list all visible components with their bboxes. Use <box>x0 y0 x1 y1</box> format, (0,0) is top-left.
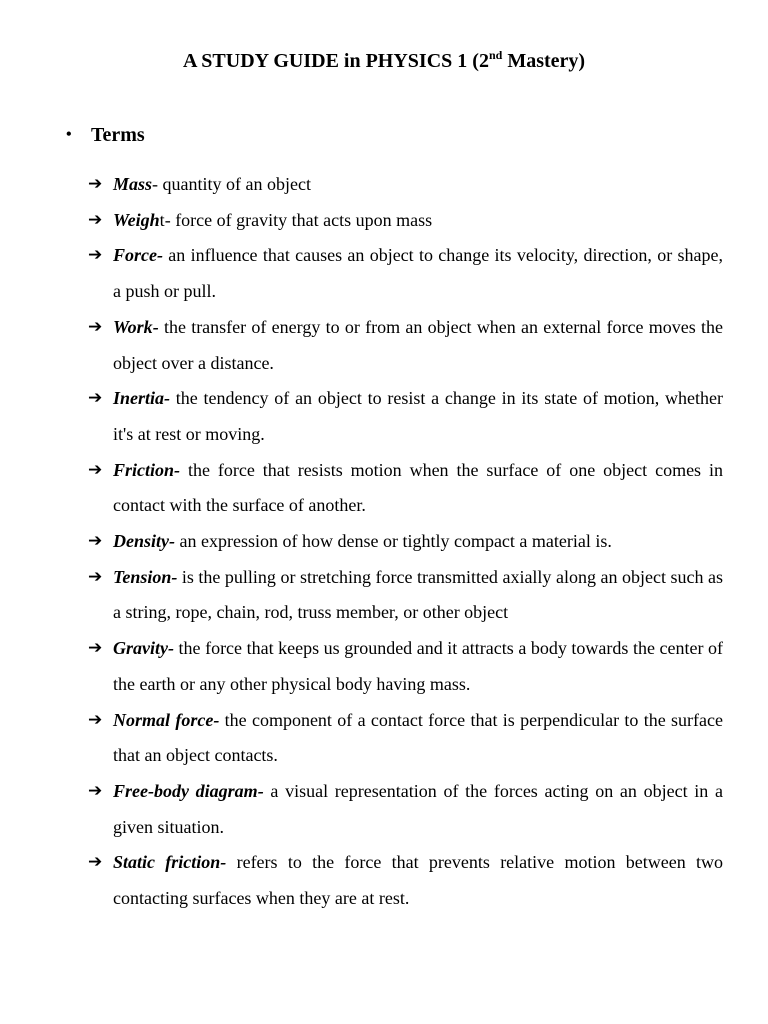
term-dash: - <box>164 388 171 409</box>
arrow-right-icon: ➔ <box>88 388 103 409</box>
arrow-right-icon: ➔ <box>88 780 103 801</box>
term-word: Gravity <box>113 638 168 659</box>
arrow-right-icon: ➔ <box>88 174 103 194</box>
bullet-icon: • <box>66 126 72 143</box>
term-definition: an influence that causes an object to change its velocity, direction, or shape, a push or pull. <box>113 245 723 302</box>
term-item-normal-force <box>88 703 723 774</box>
term-item-static-friction <box>88 845 723 916</box>
term-definition: quantity of an object <box>158 174 311 194</box>
term-item-free-body-diagram <box>88 774 723 845</box>
term-definition: is the pulling or stretching force transmitted axially along an object such as a string, rope, chain, rod, truss member, or other object <box>113 566 723 623</box>
term-definition: an expression of how dense or tightly compact a material is. <box>175 531 612 552</box>
term-dash: - <box>152 174 159 194</box>
term-dash: - <box>213 709 220 730</box>
term-word-tail: t <box>159 209 165 230</box>
term-definition: the component of a contact force that is perpendicular to the surface that an object contacts. <box>113 709 723 766</box>
term-word: Free-body diagram <box>113 780 258 801</box>
term-word: Work <box>113 316 153 337</box>
term-item-weight <box>88 203 723 239</box>
term-word: Density <box>113 531 169 552</box>
term-definition: the tendency of an object to resist a change in its state of motion, whether it's at rest or moving. <box>113 388 723 444</box>
term-definition: refers to the force that prevents relative motion between two contacting surfaces when they are at rest. <box>113 852 723 909</box>
arrow-right-icon: ➔ <box>88 459 103 480</box>
term-dash: - <box>152 316 159 337</box>
term-dash: - <box>164 209 171 230</box>
arrow-right-icon: ➔ <box>88 709 103 730</box>
term-item-gravity <box>88 631 723 702</box>
title-end: Mastery) <box>502 50 586 72</box>
term-word: Normal force <box>113 709 214 730</box>
arrow-right-icon: ➔ <box>88 209 103 230</box>
term-definition: force of gravity that acts upon mass <box>170 209 433 230</box>
term-dash: - <box>157 245 163 266</box>
term-item-friction <box>88 453 723 524</box>
term-definition: the force that keeps us grounded and it attracts a body towards the center of the earth or any other physical body having mass. <box>113 638 723 694</box>
term-word: Force <box>113 245 157 266</box>
title-main: A STUDY GUIDE in PHYSICS 1 (2 <box>182 50 489 72</box>
section-heading-label: Terms <box>91 124 145 146</box>
arrow-right-icon: ➔ <box>88 852 103 873</box>
arrow-right-icon: ➔ <box>88 566 103 587</box>
term-dash: - <box>171 566 178 587</box>
term-item-force <box>88 238 723 309</box>
term-dash: - <box>174 459 181 480</box>
term-word: Weigh <box>113 209 160 230</box>
term-word: Static friction <box>113 852 221 873</box>
term-dash: - <box>169 531 175 552</box>
terms-list <box>88 167 723 917</box>
arrow-right-icon: ➔ <box>88 245 103 266</box>
term-word: Mass <box>113 174 153 194</box>
term-word: Friction <box>113 459 175 480</box>
term-definition: the transfer of energy to or from an object when an external force moves the object over a distance. <box>113 316 723 373</box>
term-word: Inertia <box>113 388 165 409</box>
term-item-density <box>88 524 723 560</box>
term-item-mass <box>88 167 723 203</box>
term-definition: the force that resists motion when the surface of one object comes in contact with the surface of another. <box>113 459 723 516</box>
term-item-inertia <box>88 381 723 452</box>
arrow-right-icon: ➔ <box>88 638 103 659</box>
term-dash: - <box>257 780 264 801</box>
term-item-work <box>88 310 723 381</box>
title-superscript: nd <box>488 48 503 62</box>
term-word: Tension <box>113 566 172 587</box>
section-heading-terms <box>66 121 145 149</box>
arrow-right-icon: ➔ <box>88 531 103 552</box>
term-dash: - <box>167 638 174 659</box>
term-dash: - <box>220 852 227 873</box>
term-definition: a visual representation of the forces acting on an object in a given situation. <box>113 780 723 837</box>
arrow-right-icon: ➔ <box>88 316 103 337</box>
document-title <box>0 46 768 76</box>
term-item-tension <box>88 560 723 631</box>
